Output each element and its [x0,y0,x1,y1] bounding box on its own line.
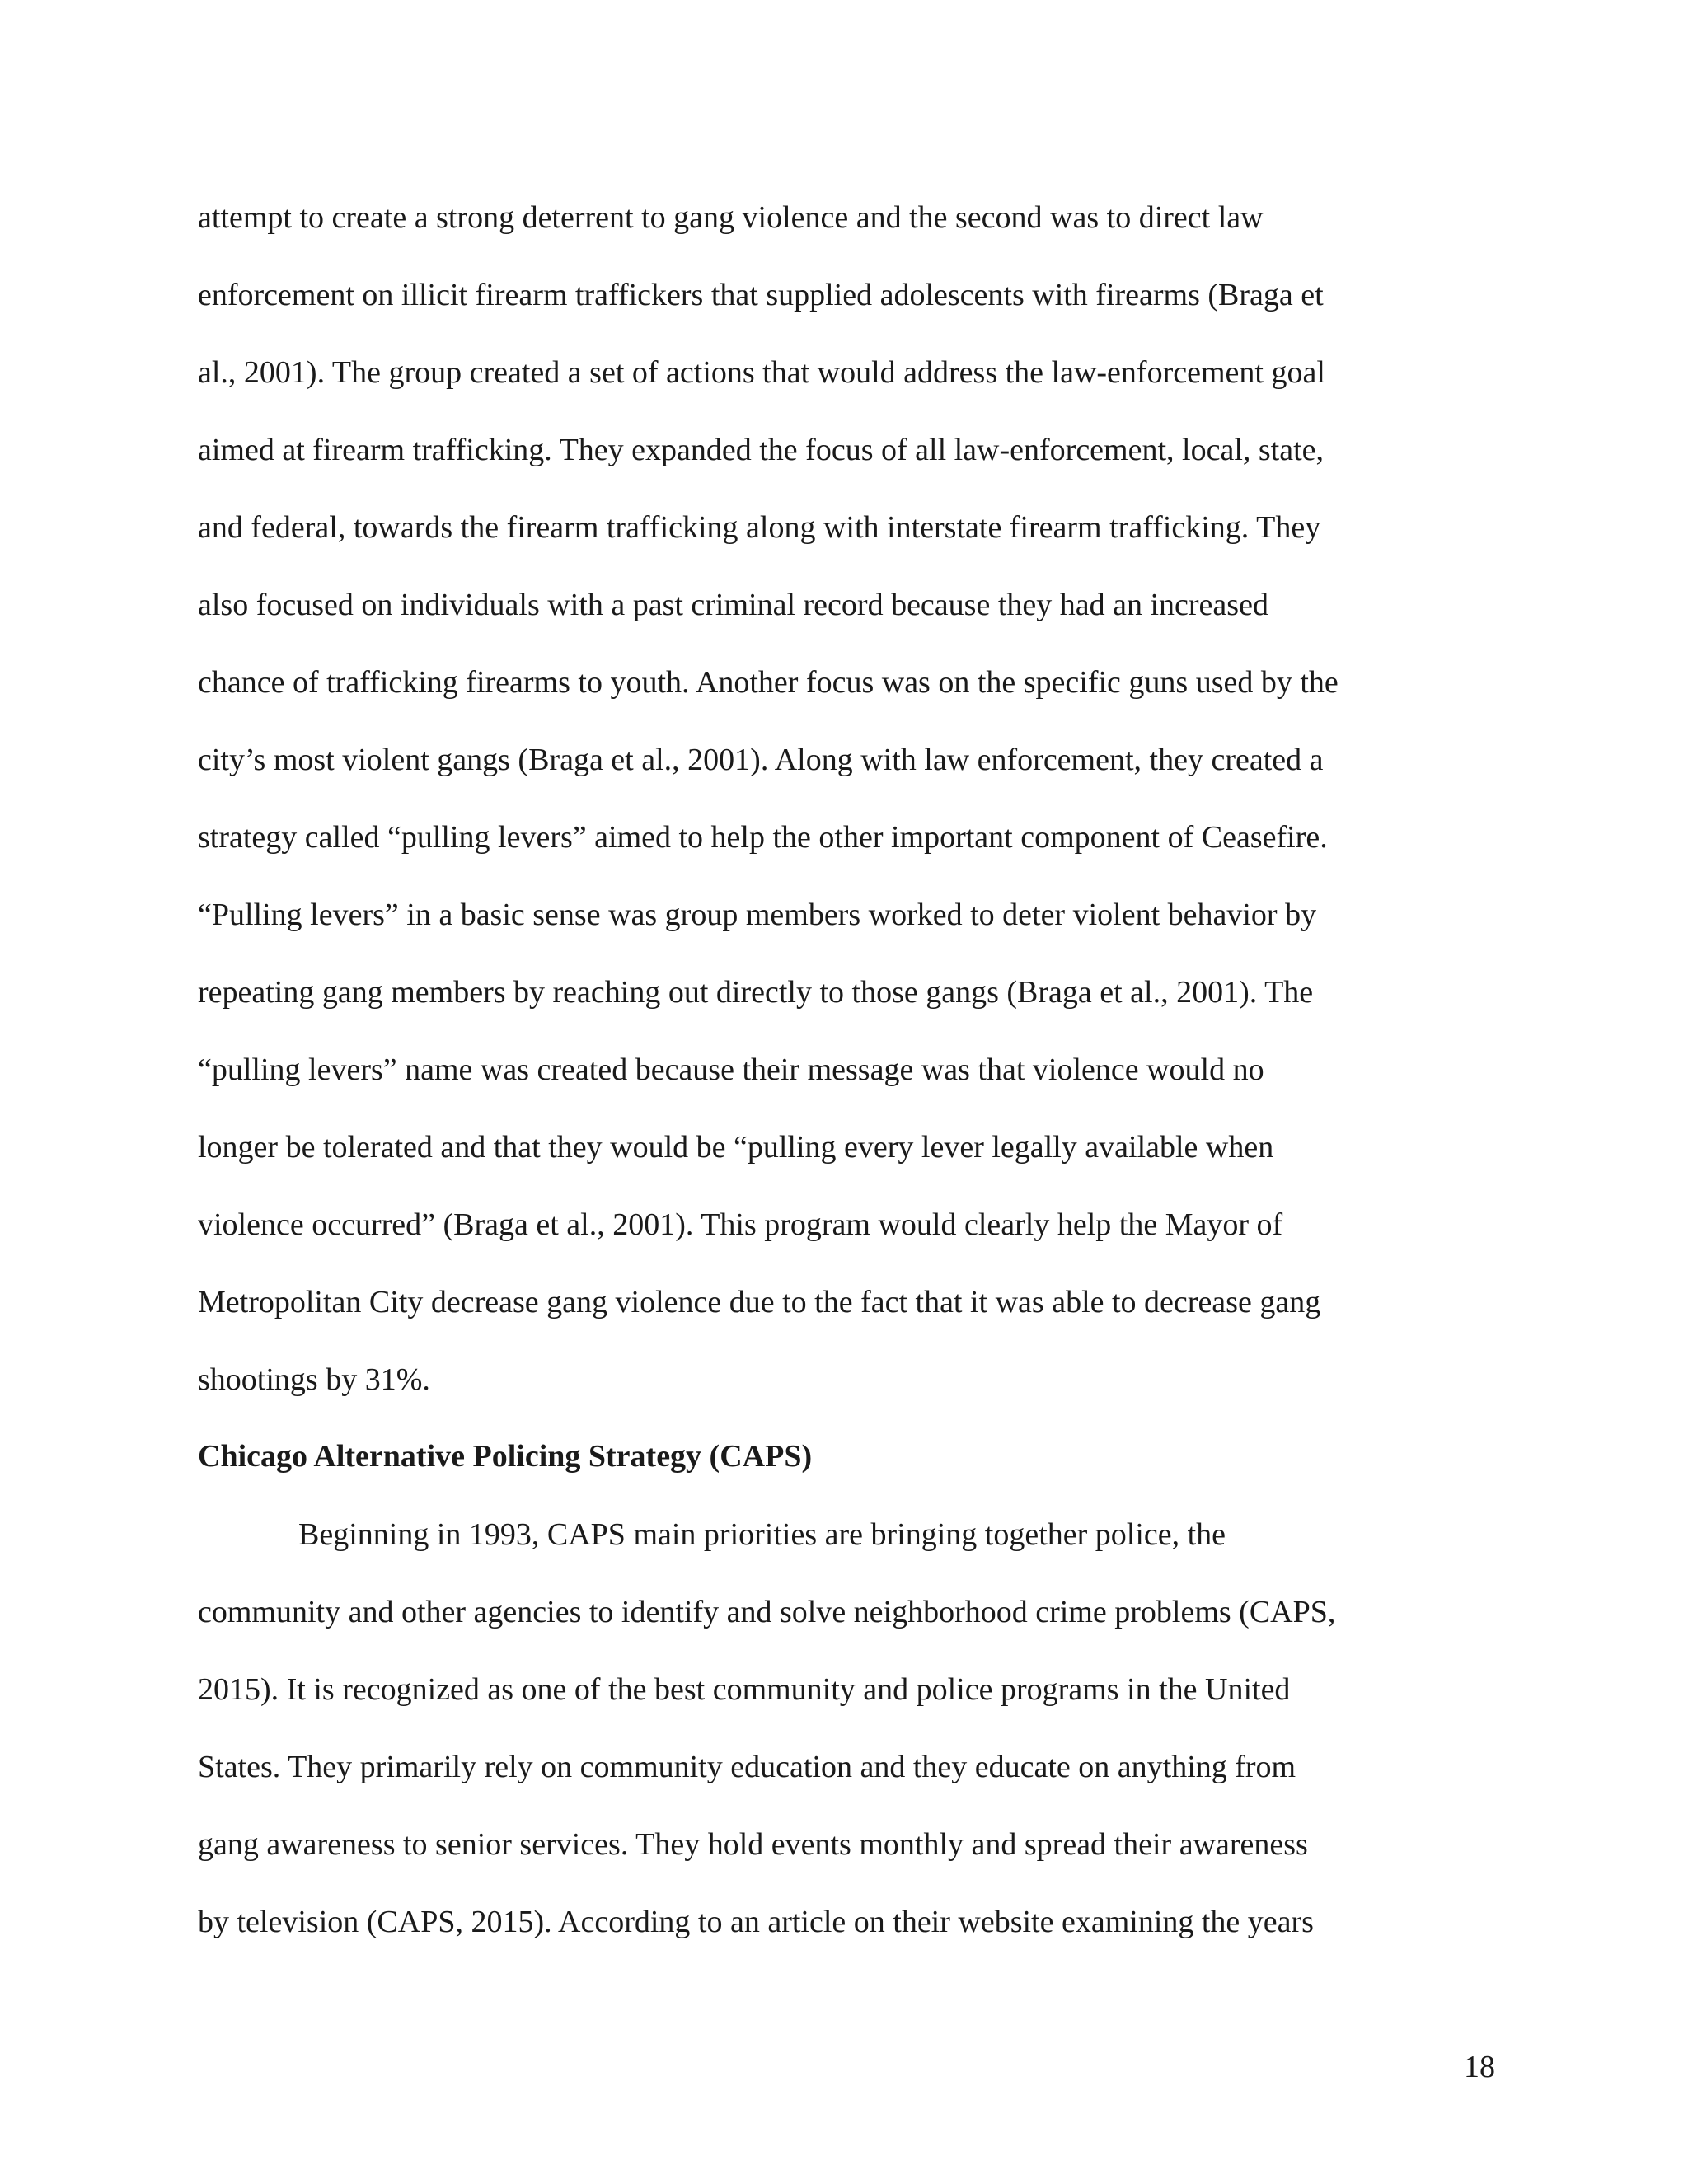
body-text-line: by television (CAPS, 2015). According to an article on their website examining the years [198,1905,1314,1939]
body-text-line: and federal, towards the firearm trafficking along with interstate firearm trafficking. They [198,510,1321,545]
section-heading: Chicago Alternative Policing Strategy (CAPS) [198,1439,813,1474]
body-text-line: States. They primarily rely on community education and they educate on anything from [198,1750,1296,1784]
body-text-line: al., 2001). The group created a set of actions that would address the law-enforcement goal [198,355,1325,390]
body-text-line: violence occurred” (Braga et al., 2001). This program would clearly help the Mayor of [198,1207,1283,1242]
body-text-line: “pulling levers” name was created because their message was that violence would no [198,1052,1264,1087]
body-text-line: city’s most violent gangs (Braga et al., 2001). Along with law enforcement, they created a [198,743,1324,777]
body-text-line: aimed at firearm trafficking. They expanded the focus of all law-enforcement, local, state, [198,433,1325,467]
page-number: 18 [1464,2050,1495,2084]
body-text-line: repeating gang members by reaching out directly to those gangs (Braga et al., 2001). The [198,975,1314,1010]
body-text-line: longer be tolerated and that they would be “pulling every lever legally available when [198,1130,1274,1165]
body-text-line: Beginning in 1993, CAPS main priorities are bringing together police, the [298,1517,1226,1552]
body-text-line: shootings by 31%. [198,1362,430,1397]
body-text-line: strategy called “pulling levers” aimed to help the other important component of Ceasefire. [198,820,1328,855]
body-text-line: enforcement on illicit firearm traffickers that supplied adolescents with firearms (Braga et [198,278,1324,312]
body-text-line: 2015). It is recognized as one of the best community and police programs in the United [198,1672,1291,1707]
body-text-line: “Pulling levers” in a basic sense was group members worked to deter violent behavior by [198,898,1317,932]
body-text-line: also focused on individuals with a past criminal record because they had an increased [198,588,1268,622]
body-text-line: Metropolitan City decrease gang violence due to the fact that it was able to decrease gang [198,1285,1321,1319]
body-text-line: gang awareness to senior services. They hold events monthly and spread their awareness [198,1827,1308,1862]
body-text-line: chance of trafficking firearms to youth. Another focus was on the specific guns used by the [198,665,1339,700]
body-text-line: community and other agencies to identify and solve neighborhood crime problems (CAPS, [198,1595,1336,1629]
body-text-line: attempt to create a strong deterrent to gang violence and the second was to direct law [198,200,1264,235]
